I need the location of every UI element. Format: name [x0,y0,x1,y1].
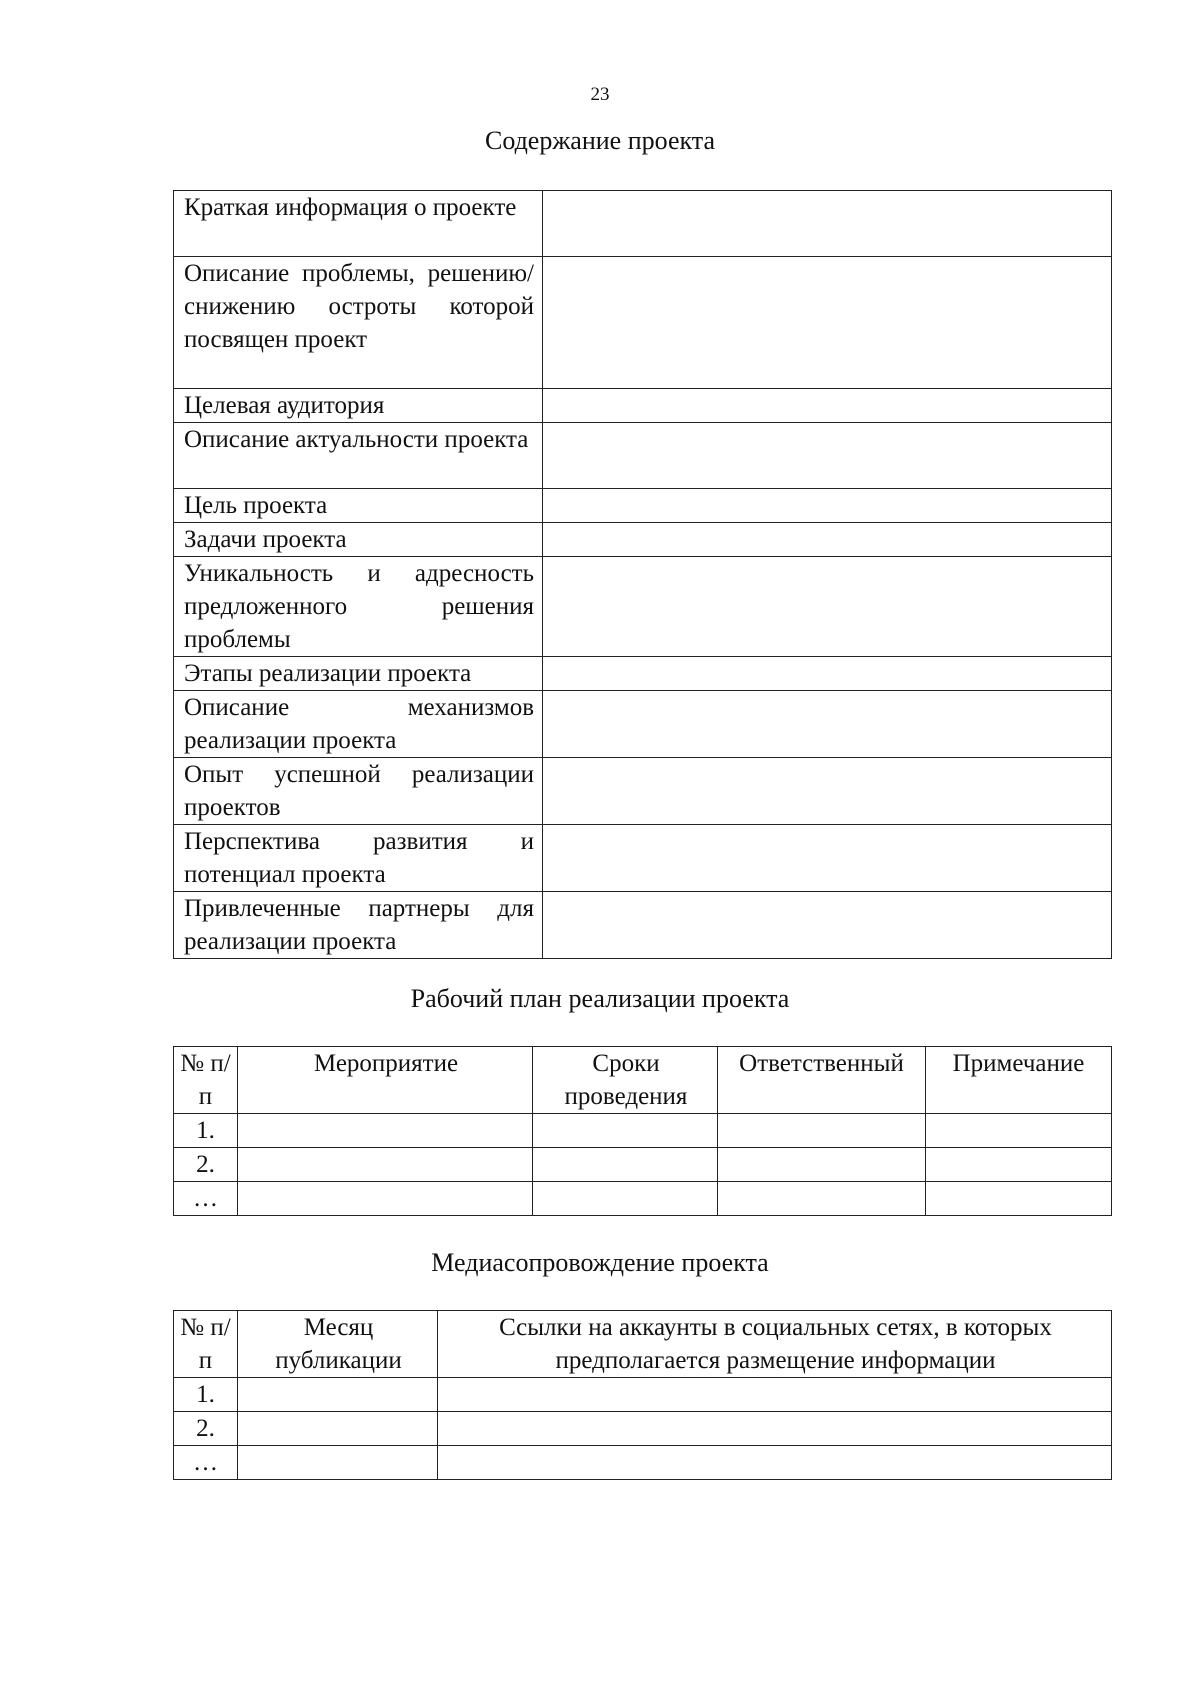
work-plan-header-event: Мероприятие [238,1047,533,1114]
work-plan-title: Рабочий план реализации проекта [410,984,790,1013]
content-table [173,190,1112,959]
work-plan-table [173,1046,1112,1216]
media-support-header-links: Ссылки на аккаунты в социальных сетях, в которых предполагается размещение информации [438,1311,1112,1378]
work-plan-row [174,1182,1112,1216]
content-row-label: Описание актуальности проекта [174,423,543,489]
work-plan-row-note[interactable] [926,1148,1112,1182]
media-support-row [174,1446,1112,1480]
content-row-value[interactable] [543,892,1112,959]
media-support-row-month[interactable] [238,1412,438,1446]
content-row-label: Задачи проекта [174,523,543,557]
content-row-value[interactable] [543,691,1112,758]
work-plan-row-num: 2. [174,1148,238,1182]
content-row-value[interactable] [543,423,1112,489]
content-row-problem-description [174,257,1112,389]
content-row-value[interactable] [543,657,1112,691]
content-row-label: Перспектива развития и потенциал проекта [174,825,543,892]
content-row-label: Целевая аудитория [174,389,543,423]
media-support-row-num: … [174,1446,238,1480]
work-plan-row-event[interactable] [238,1114,533,1148]
content-row-value[interactable] [543,557,1112,657]
work-plan-row-responsible[interactable] [718,1114,926,1148]
work-plan-header-row [174,1047,1112,1114]
content-row-label: Краткая информация о проекте [174,191,543,257]
content-row-label: Опыт успешной реализации проектов [174,758,543,825]
work-plan-row-event[interactable] [238,1148,533,1182]
media-support-row [174,1412,1112,1446]
media-support-row [174,1378,1112,1412]
work-plan-row-dates[interactable] [533,1182,718,1216]
media-support-row-month[interactable] [238,1446,438,1480]
content-row-target-audience [174,389,1112,423]
media-support-header-num: № п/п [174,1311,238,1378]
media-support-row-links[interactable] [438,1378,1112,1412]
work-plan-row-event[interactable] [238,1182,533,1216]
media-support-header-month: Месяц публикации [238,1311,438,1378]
page-number: 23 [590,84,610,105]
content-row-mechanisms [174,691,1112,758]
content-row-value[interactable] [543,489,1112,523]
content-row-value[interactable] [543,257,1112,389]
work-plan-row [174,1148,1112,1182]
work-plan-row-responsible[interactable] [718,1148,926,1182]
work-plan-header-responsible: Ответственный [718,1047,926,1114]
content-row-uniqueness [174,557,1112,657]
content-row-relevance [174,423,1112,489]
content-section-title: Содержание проекта [484,126,715,155]
content-row-label: Этапы реализации проекта [174,657,543,691]
media-support-title: Медиасопровождение проекта [431,1248,769,1277]
content-row-value[interactable] [543,191,1112,257]
work-plan-row-dates[interactable] [533,1114,718,1148]
content-row-value[interactable] [543,825,1112,892]
work-plan-row-num: … [174,1182,238,1216]
media-support-row-num: 2. [174,1412,238,1446]
media-support-row-num: 1. [174,1378,238,1412]
media-support-table [173,1310,1112,1480]
content-row-experience [174,758,1112,825]
work-plan-row-responsible[interactable] [718,1182,926,1216]
work-plan-header-note: Примечание [926,1047,1112,1114]
content-row-partners [174,892,1112,959]
work-plan-row-note[interactable] [926,1182,1112,1216]
content-row-value[interactable] [543,523,1112,557]
content-row-label: Уникальность и адресность предложенного решения проблемы [174,557,543,657]
work-plan-header-num: № п/п [174,1047,238,1114]
content-row-stages [174,657,1112,691]
work-plan-row-note[interactable] [926,1114,1112,1148]
content-row-label: Цель проекта [174,489,543,523]
content-row-label: Описание механизмов реализации проекта [174,691,543,758]
work-plan-row [174,1114,1112,1148]
content-row-value[interactable] [543,389,1112,423]
media-support-header-row [174,1311,1112,1378]
content-row-perspective [174,825,1112,892]
content-row-value[interactable] [543,758,1112,825]
content-row-tasks [174,523,1112,557]
work-plan-row-num: 1. [174,1114,238,1148]
work-plan-header-dates: Сроки проведения [533,1047,718,1114]
media-support-row-month[interactable] [238,1378,438,1412]
content-row-goal [174,489,1112,523]
media-support-row-links[interactable] [438,1412,1112,1446]
content-row-label: Описание проблемы, решению/снижению остроты которой посвящен проект [174,257,543,389]
media-support-row-links[interactable] [438,1446,1112,1480]
content-row-brief-info [174,191,1112,257]
work-plan-row-dates[interactable] [533,1148,718,1182]
content-row-label: Привлеченные партнеры для реализации проекта [174,892,543,959]
